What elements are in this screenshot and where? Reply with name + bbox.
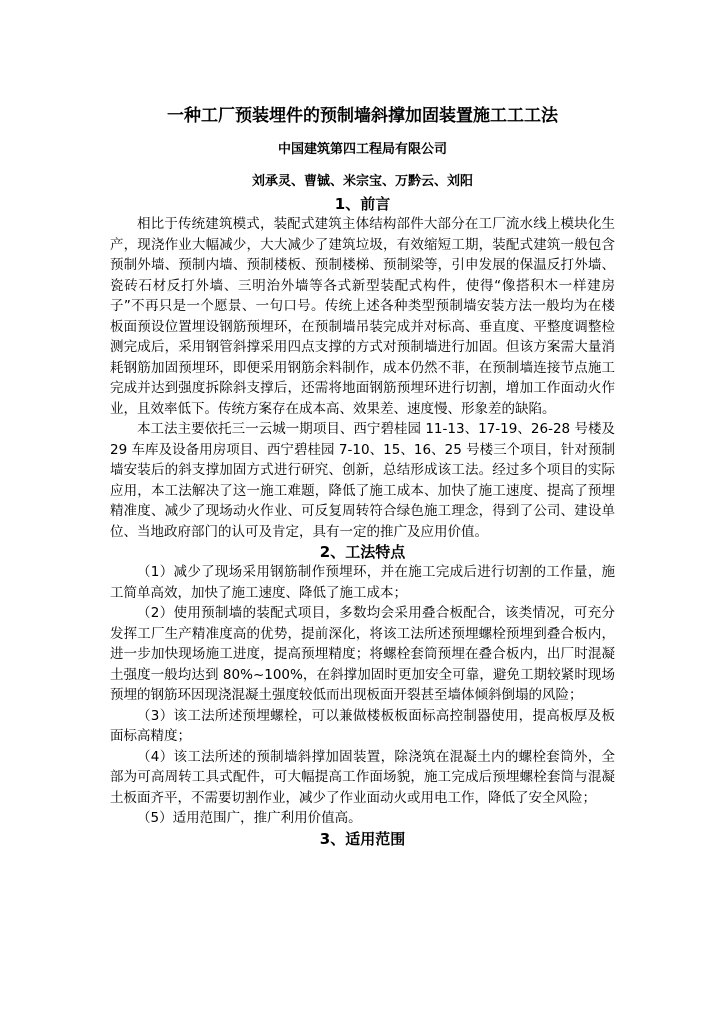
section-heading: 3、适用范围 <box>319 829 406 848</box>
document-title: 一种工厂预装埋件的预制墙斜撑加固装置施工工工法 <box>167 106 558 126</box>
feature-item: （1）减少了现场采用钢筋制作预埋环，并在施工完成后进行切割的工作量，施工简单高效，加快了施工速度、降低了施工成本； <box>110 564 615 601</box>
section-scope <box>110 829 615 849</box>
section-heading: 2、工法特点 <box>319 543 406 561</box>
section-heading: 1、前言 <box>334 195 391 213</box>
organization-name: 中国建筑第四工程局有限公司 <box>277 142 447 157</box>
document-page <box>110 104 615 849</box>
feature-item: （4）该工法所述的预制墙斜撑加固装置，除浇筑在混凝土内的螺栓套筒外，全部为可高周转工具式配件，可大幅提高工作面场貌，施工完成后预埋螺栓套筒与混凝土板面齐平，不需要切割作业，减少了作业面动火或用电工作，降低了安全风险； <box>110 748 615 806</box>
feature-item: （3）该工法所述预埋螺栓，可以兼做楼板板面标高控制器使用，提高板厚及板面标高精度； <box>110 707 615 744</box>
section-features <box>110 542 615 829</box>
author-list: 刘承灵、曹铖、米宗宝、万黔云、刘阳 <box>251 174 473 189</box>
feature-item: （2）使用预制墙的装配式项目，多数均会采用叠合板配合，该类情况，可充分发挥工厂生产精准度高的优势，提前深化，将该工法所述预埋螺栓预埋到叠合板内，进一步加快现场施工进度，提高预埋精度；将螺栓套筒预埋在叠合板内，出厂时混凝土强度一般均达到 80%~100%，在斜撑加固时更加安全可靠，避免工期较紧时现场预埋的钢筋环因现浇混凝土强度较低而出现板面开裂甚至墙体倾斜倒塌的风险； <box>110 605 615 703</box>
feature-item: （5）适用范围广，推广利用价值高。 <box>137 810 362 826</box>
body-paragraph: 相比于传统建筑模式，装配式建筑主体结构部件大部分在工厂流水线上模块化生产，现浇作业大幅减少，大大减少了建筑垃圾，有效缩短工期，装配式建筑一般包含预制外墙、预制内墙、预制楼板、预制楼梯、预制梁等，引申发展的保温反打外墙、瓷砖石材反打外墙、三明治外墙等各式新型装配式构件，使得“像搭积木一样建房子”不再只是一个愿景、一句口号。传统上述各种类型预制墙安装方法一般均为在楼板面预设位置埋设钢筋预埋环，在预制墙吊装完成并对标高、垂直度、平整度调整检测完成后，采用钢管斜撑采用四点支撑的方式对预制墙进行加固。但该方案需大量消耗钢筋加固预埋环，即便采用钢筋余料制作，成本仍然不菲，在预制墙连接节点施工完成并达到强度拆除斜支撑后，还需将地面钢筋预埋环进行切割，增加工作面动火作业，且效率低下。传统方案存在成本高、效果差、速度慢、形象差的缺陷。 <box>110 216 615 417</box>
body-paragraph: 本工法主要依托三一云城一期项目、西宁碧桂园 11-13、17-19、26-28 号楼及 29 车库及设备用房项目、西宁碧桂园 7-10、15、16、25 号楼三个项目，针对预制墙安装后的斜支撑加固方式进行研究、创新，总结形成该工法。经过多个项目的实际应用，本工法解决了这一施工难题，降低了施工成本、加快了施工速度、提高了预埋精准度、减少了现场动火作业、可反复周转符合绿色施工理念，得到了公司、建设单位、当地政府部门的认可及肯定，具有一定的推广及应用价值。 <box>110 421 615 540</box>
section-preface <box>110 194 615 542</box>
